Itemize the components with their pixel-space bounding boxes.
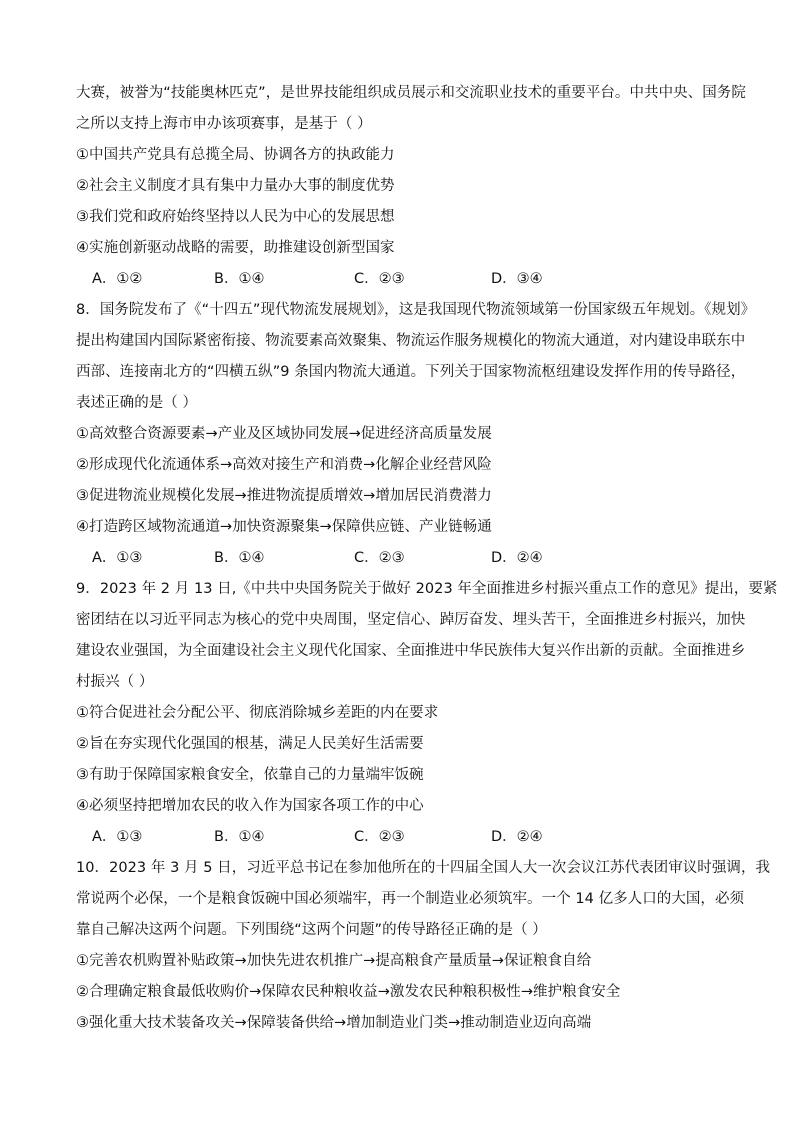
option-c: C．②③ <box>354 829 405 845</box>
question-stem-line: 提出构建国内国际紧密衔接、物流要素高效聚集、物流运作服务规模化的物流大通道，对内建设串联东中 <box>76 333 746 349</box>
question-stem-line: 大赛，被誉为“技能奥林匹克”，是世界技能组织成员展示和交流职业技术的重要平台。中共中央、国务院 <box>76 85 746 101</box>
statement-item: ④必须坚持把增加农民的收入作为国家各项工作的中心 <box>76 798 424 814</box>
answer-options <box>76 264 726 295</box>
statement-item: ①高效整合资源要素→产业及区域协同发展→促进经济高质量发展 <box>76 426 492 442</box>
option-a: A．①③ <box>92 829 143 845</box>
question-stem-line: 村振兴（ ） <box>76 674 154 690</box>
page-content <box>76 78 778 1039</box>
question-stem-line: 建设农业强国，为全面建设社会主义现代化国家、全面推进中华民族伟大复兴作出新的贡献。全面推进乡 <box>76 643 746 659</box>
question-stem-line: 密团结在以习近平同志为核心的党中央周围，坚定信心、踔厉奋发、埋头苦干，全面推进乡村振兴，加快 <box>76 612 746 628</box>
option-a: A．①② <box>92 271 143 287</box>
statement-item: ①完善农机购置补贴政策→加快先进农机推广→提高粮食产量质量→保证粮食自给 <box>76 953 592 969</box>
question-stem-line: 8．国务院发布了《“十四五”现代物流发展规划》，这是我国现代物流领域第一份国家级五年规划。《规划》 <box>76 302 756 318</box>
statement-item: ①符合促进社会分配公平、彻底消除城乡差距的内在要求 <box>76 705 439 721</box>
question-9 <box>76 574 778 853</box>
question-stem-line: 西部、连接南北方的“四横五纵”9 条国内物流大通道。下列关于国家物流枢纽建设发挥作用的传导路径， <box>76 364 746 380</box>
option-b: B．①④ <box>214 829 265 845</box>
option-a: A．①③ <box>92 550 143 566</box>
option-b: B．①④ <box>214 550 265 566</box>
question-10 <box>76 853 771 1039</box>
question-stem-line: 10．2023 年 3 月 5 日，习近平总书记在参加他所在的十四届全国人大一次会议江苏代表团审议时强调，我 <box>76 860 771 876</box>
option-b: B．①④ <box>214 271 265 287</box>
statement-item: ②形成现代化流通体系→高效对接生产和消费→化解企业经营风险 <box>76 457 492 473</box>
statement-item: ③促进物流业规模化发展→推进物流提质增效→增加居民消费潜力 <box>76 488 492 504</box>
answer-options <box>76 543 726 574</box>
question-8 <box>76 295 756 574</box>
statement-item: ②旨在夯实现代化强国的根基，满足人民美好生活需要 <box>76 736 424 752</box>
statement-item: ③强化重大技术装备攻关→保障装备供给→增加制造业门类→推动制造业迈向高端 <box>76 1015 592 1031</box>
question-stem-line: 靠自己解决这两个问题。下列围绕“这两个问题”的传导路径正确的是（ ） <box>76 922 547 938</box>
question-stem-line: 表述正确的是（ ） <box>76 395 198 411</box>
option-d: D．②④ <box>491 550 543 566</box>
question-7 <box>76 78 746 295</box>
option-d: D．③④ <box>491 271 543 287</box>
option-c: C．②③ <box>354 550 405 566</box>
question-stem-line: 9．2023 年 2 月 13 日,《中共中央国务院关于做好 2023 年全面推进乡村振兴重点工作的意见》提出，要紧 <box>76 581 778 597</box>
option-c: C．②③ <box>354 271 405 287</box>
statement-item: ④实施创新驱动战略的需要，助推建设创新型国家 <box>76 240 395 256</box>
option-d: D．②④ <box>491 829 543 845</box>
answer-options <box>76 822 726 853</box>
statement-item: ①中国共产党具有总揽全局、协调各方的执政能力 <box>76 147 395 163</box>
question-stem-line: 之所以支持上海市申办该项赛事，是基于（ ） <box>76 116 372 132</box>
statement-item: ②社会主义制度才具有集中力量办大事的制度优势 <box>76 178 395 194</box>
statement-item: ③有助于保障国家粮食安全，依靠自己的力量端牢饭碗 <box>76 767 424 783</box>
question-stem-line: 常说两个必保，一个是粮食饭碗中国必须端牢，再一个制造业必须筑牢。一个 14 亿多人口的大国，必须 <box>76 891 745 907</box>
statement-item: ②合理确定粮食最低收购价→保障农民种粮收益→激发农民种粮积极性→维护粮食安全 <box>76 984 621 1000</box>
statement-item: ④打造跨区域物流通道→加快资源聚集→保障供应链、产业链畅通 <box>76 519 492 535</box>
statement-item: ③我们党和政府始终坚持以人民为中心的发展思想 <box>76 209 395 225</box>
